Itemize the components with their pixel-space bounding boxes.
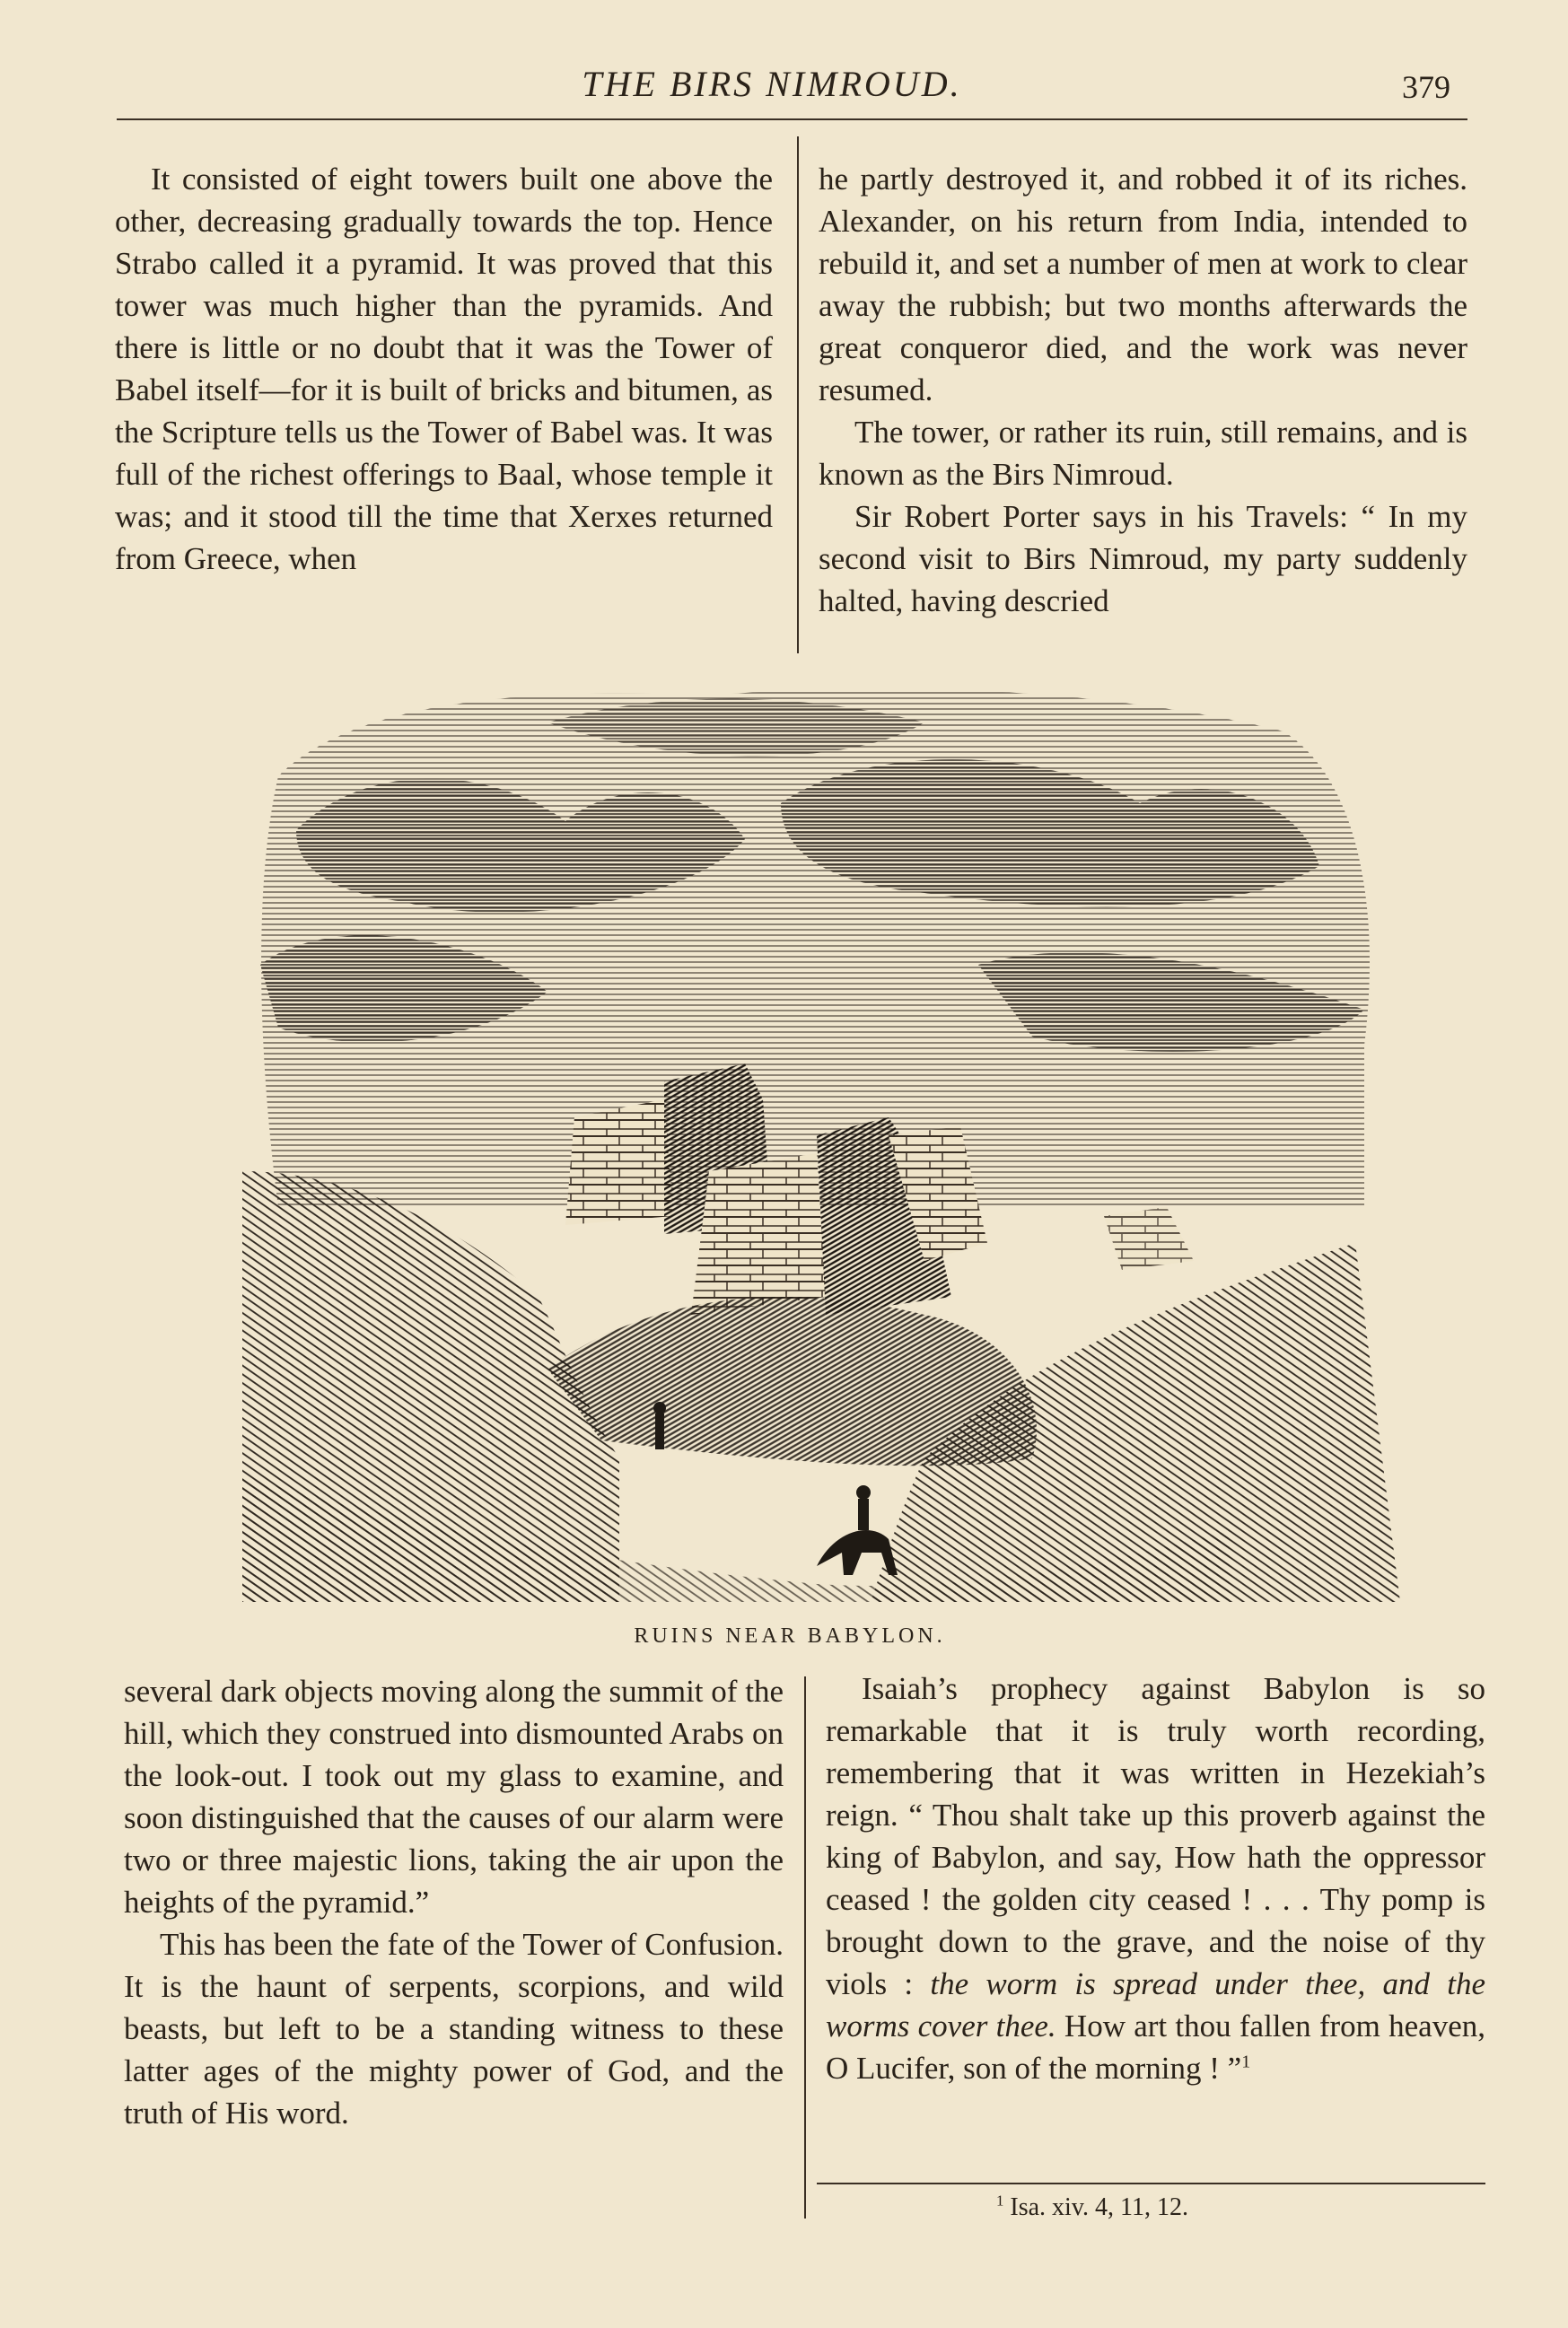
running-title: THE BIRS NIMROUD.: [582, 64, 962, 104]
prophecy-text-start: Isaiah’s prophecy against Babylon is so remarkable that it is truly worth recording, remembering that it was written in Hezekiah’s reign. “ Thou shalt take up this proverb against the king of Babylon, and say, How hath the oppressor ceased ! the golden city ceased ! . . . Thy pomp is brought down to the grave, and the noise of thy viols :: [826, 1671, 1485, 2001]
footnote-reference: 1: [1241, 2052, 1251, 2072]
figure-caption: RUINS NEAR BABYLON.: [634, 1624, 946, 1648]
top-right-paragraph-2: The tower, or rather its ruin, still remains, and is known as the Birs Nimroud.: [819, 415, 1467, 492]
top-right-paragraph-1: he partly destroyed it, and robbed it of its riches. Alexander, on his return from India, intended to rebuild it, and set a number of men at work to clear away the rubbish; but two months afterwards the great conqueror died, and the work was never resumed.: [819, 162, 1467, 407]
ruins-engraving: [242, 669, 1400, 1602]
bottom-left-paragraph-1: several dark objects moving along the summit of the hill, which they construed into dismounted Arabs on the look-out. I took out my glass to examine, and soon distinguished that the causes of our alarm were two or three majestic lions, taking the air upon the heights of the pyramid.”: [124, 1674, 784, 1920]
page-number: 379: [1402, 69, 1450, 105]
top-left-column: [115, 158, 773, 580]
bottom-left-column: [124, 1670, 784, 2134]
footnote: [996, 2193, 1188, 2222]
top-left-paragraph: It consisted of eight towers built one above the other, decreasing gradually towards the top. Hence Strabo called it a pyramid. It was proved that this tower was much higher than the pyramids. And there is little or no doubt that it was the Tower of Babel itself—for it is built of bricks and bitumen, as the Scripture tells us the Tower of Babel was. It was full of the richest offerings to Baal, whose temple it was; and it stood till the time that Xerxes returned from Greece, when: [115, 162, 773, 576]
footnote-marker: 1: [996, 2192, 1004, 2210]
bottom-right-paragraph: [826, 1667, 1485, 2089]
column-divider-bottom: [804, 1676, 806, 2219]
bottom-left-paragraph-2: This has been the fate of the Tower of Confusion. It is the haunt of serpents, scorpions, and wild beasts, but left to be a standing witness to these latter ages of the mighty power of God, and the truth of His word.: [124, 1927, 784, 2131]
column-divider-top: [797, 136, 799, 653]
bottom-right-column: [826, 1667, 1485, 2089]
top-right-paragraph-3: Sir Robert Porter says in his Travels: “ In my second visit to Birs Nimroud, my party suddenly halted, having descried: [819, 499, 1467, 618]
top-right-column: [819, 158, 1467, 622]
footnote-rule: [817, 2183, 1485, 2184]
footnote-text: Isa. xiv. 4, 11, 12.: [1003, 2193, 1188, 2221]
header-rule: [117, 118, 1467, 120]
prophecy-italic-text: the worm is spread under thee, and the worms cover thee.: [826, 1966, 1486, 2044]
prophecy-text-end: How art thou fallen from heaven, O Lucifer, son of the morning ! ”: [826, 2009, 1485, 2086]
